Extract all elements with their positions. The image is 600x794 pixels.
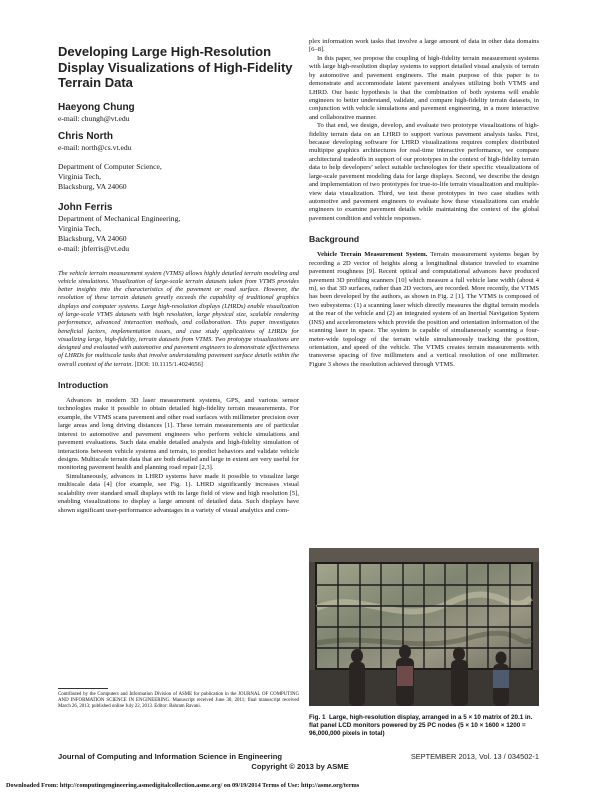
author-name: Chris North [58,130,113,142]
runin-heading: Vehicle Terrain Measurement System. [317,251,428,259]
body-paragraph: plex information work tasks that involve a large amount of data in other data domains [6–8]. [309,38,539,54]
affiliation-line: Virginia Tech, [58,223,102,233]
author-name: John Ferris [58,201,113,213]
display-wall-photo [309,548,539,706]
paragraph-text: Terrain measurement systems began by recording a 2D vector of heights along a longitudinal distance traveled to examine pavement roughness [9]. Recent optical and computational advances have produced pavement 3D profiling scanners [10] which measure a full vehicle lane width (about 4 m), so that 3D surfaces, rather than 2D vectors, are recorded. More recently, the VTMS has been developed by the authors, as shown in Fig. 2 [1]. The VTMS is composed of two subsystems: (1) a scanning laser which directly measures the digital terrain models at the rear of the vehicle and (2) an integrated system of an Inertial Navigation System (INS) and accelerometers which provide the position and orientation information of the scanning laser in space. The system is capable of simultaneously scanning a four-meter-wide topology of the terrain while simultaneously tracking the position, orientation, and speed of the vehicle. The VTMS creates terrain measurements with transverse spacing of five millimeters and a vertical resolution of one millimeter. Figure 3 shows the resolution achieved through VTMS. [309,251,539,368]
abstract-text: The vehicle terrain measurement system (VTMS) allows highly detailed terrain modeling and vehicle simulations. Visualization of large-scale terrain datasets taken from VTMS provides better insights into the characteristics of the pavement or road surface. However, the resolution of these terrain datasets greatly exceeds the capability of traditional graphics displays and computer systems. Large high-resolution displays (LHRDs) enable visualization of large-scale VTMS datasets with high resolution, large physical size, scalable rendering performance, advanced interaction methods, and collaboration. This paper investigates beneficial factors, implementation issues, and case study applications of LHRDs for visualizing large, high-fidelity, terrain datasets from VTMS. Two prototype visualizations are designed and evaluated with automotive and pavement engineers to demonstrate effectiveness of LHRDs for multiscale tasks that involve understanding pavement surface details within the overall context of the terrain. [58,269,299,368]
footnote-rule [58,688,108,689]
author-block [58,201,299,254]
body-paragraph: To that end, we design, develop, and evaluate two prototype visualizations of high-fidelity terrain data on an LHRD to support various pavement analysis tasks. First, because developing software for LHRD visualizations requires complex distributed multipipe graphics architectures for real-time interactive performance, we compare architectural tradeoffs in support of our prototypes in the context of high-fidelity terrain data to help developers’ select suitable technologies for their specific visualizations of large-scale pavement modeling data for large displays. Second, we describe the design and implementation of two prototypes for true-to-life terrain visualization and multiple-view data visualization. Third, we test these prototypes in two case studies with automotive and pavement engineers to evaluate how these visualizations can enable engineers to examine pavement details while maintaining the context of the global pavement condition and vehicle responses. [309,122,539,222]
affiliation-line: Department of Mechanical Engineering, [58,213,181,223]
title-line: Terrain Data [58,75,133,90]
body-paragraph: In this paper, we propose the coupling of high-fidelity terrain measurement systems with large high-resolution display systems to support detailed visual analysis of terrain by automotive and pavement engineers. The main purpose of this paper is to demonstrate and accommodate latent pavement analyses utilizing both VTMS and LHRD. Our basic hypothesis is that the combination of both systems will enable engineers to better understand, validate, and compare high-fidelity terrain datasets, in conjunction with vehicle simulations and pavement engineering, in a more interactive and collaborative manner. [309,54,539,121]
author-block [58,101,299,124]
paper-title [58,44,299,91]
author-email: e-mail: chungh@vt.edu [58,113,130,123]
body-paragraph: Advances in modern 3D laser measurement systems, GPS, and various sensor technologies make it possible to obtain detailed high-fidelity terrain measurements. For example, the VTMS scans pavement and other road surfaces with millimeter precision over large areas and long driving distances [1]. These terrain measurements are of particular interest to automotive and pavement engineers who perform vehicle simulations and pavement evaluations. Such data enable detailed analysis and high-fidelity simulation of interactions between vehicle systems and terrain, to predict behaviors and validate vehicle designs. Multiscale terrain data that are both detailed and large in extent are very useful for monitoring pavement health and planning road repair [2,3]. [58,397,299,472]
author-name: Haeyong Chung [58,101,135,113]
caption-text: Large, high-resolution display, arranged in a 5 × 10 matrix of 20.1 in. flat panel LCD monitors powered by 25 PC nodes (5 × 10 × 1600 × 1200 = 96,000,000 pixels in total) [309,714,533,737]
affiliation-line: Blacksburg, VA 24060 [58,181,127,191]
affiliation-line: Virginia Tech, [58,171,102,181]
download-notice: Downloaded From: http://computingengineering.asmedigitalcollection.asme.org/ on 09/19/2014 Terms of Use: http://asme.org/terms [6,782,360,789]
author-email: e-mail: jbferris@vt.edu [58,243,130,253]
author-block [58,130,299,192]
title-line: Display Visualizations of High-Fidelity [58,59,293,75]
body-paragraph: Simultaneously, advances in LHRD systems have made it possible to visualize large multiscale data [4] (for example, see Fig. 1). LHRD significantly increases visual scalability over standard small displays with its large field of view and high resolution [5], enabling visualizations to display a large amount of detailed data. Such displays have shown significant user-performance advantages in a variety of visual analytics and com- [58,472,299,514]
copyright: Copyright © 2013 by ASME [251,762,349,771]
issue-info: SEPTEMBER 2013, Vol. 13 / 034502-1 [410,752,539,761]
right-column [309,38,539,369]
author-email: e-mail: north@cs.vt.edu [58,142,132,152]
figure-label: Fig. 1 [309,714,326,721]
doi: [DOI: 10.1115/1.4024656] [134,360,203,368]
figure-caption [309,714,539,738]
affiliation-line: Blacksburg, VA 24060 [58,233,127,243]
section-heading-background: Background [309,234,360,245]
affiliation-line: Department of Computer Science, [58,161,162,171]
section-heading-introduction: Introduction [58,380,109,391]
left-column [58,38,299,515]
figure-1-photo [309,548,539,706]
journal-name: Journal of Computing and Information Science in Engineering [58,752,283,761]
abstract [58,270,299,370]
body-paragraph [309,251,539,369]
footnote: Contributed by the Computers and Information Division of ASME for publication in the JOURNAL OF COMPUTING AND INFORMATION SCIENCE IN ENGINEERING. Manuscript received June 30, 2011; final manuscript received March 26, 2013; published online July 22, 2013. Editor: Bahram Ravani. [58,692,299,710]
title-line: Developing Large High-Resolution [58,44,272,59]
